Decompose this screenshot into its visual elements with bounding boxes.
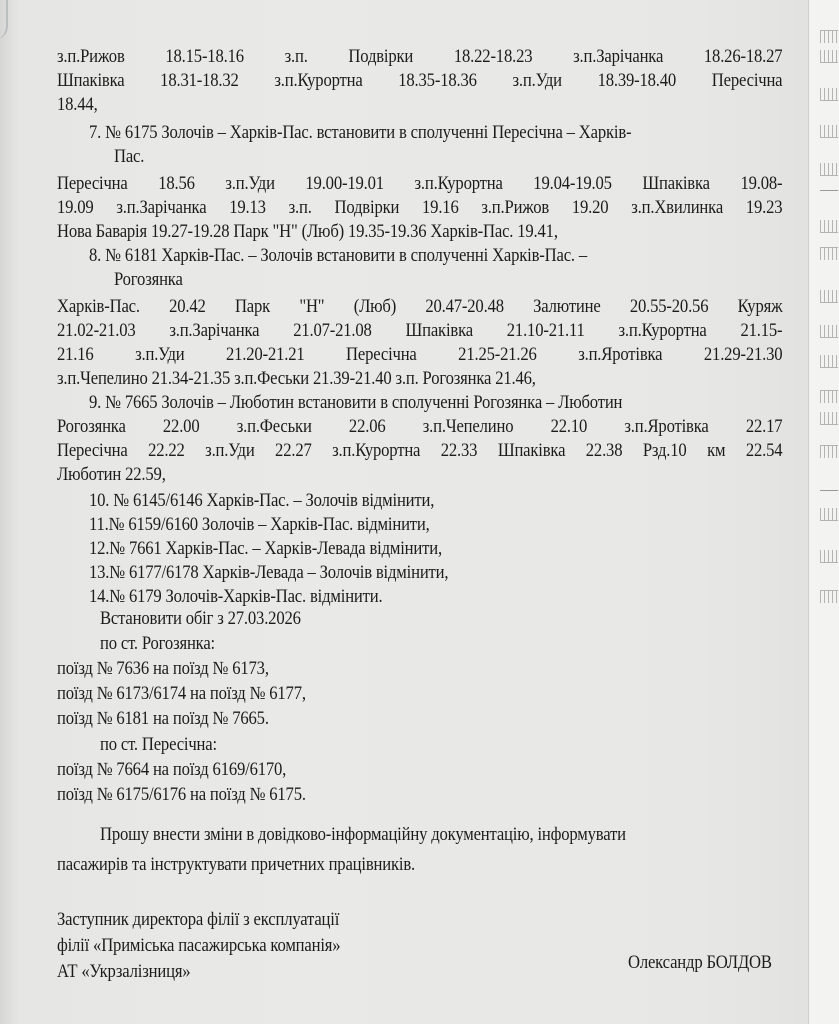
edge-mark xyxy=(820,355,838,368)
rohozianka-line-3: поїзд № 6181 на поїзд № 7665. xyxy=(57,709,269,729)
item-7-schedule-3: Нова Баварія 19.27-19.28 Парк "Н" (Люб) 19.35-19.36 Харків-Пас. 19.41, xyxy=(57,222,558,242)
cancellation-11: 11.№ 6159/6160 Золочів – Харків-Пас. відмінити, xyxy=(89,515,430,535)
item-7-number: 7. xyxy=(89,123,102,143)
edge-mark xyxy=(820,445,838,458)
item-7-header-cont: Пас. xyxy=(114,147,145,167)
edge-mark xyxy=(820,290,838,303)
item-7-schedule-1: Пересічна 18.56 з.п.Уди 19.00-19.01 з.п.Курортна 19.04-19.05 Шпаківка 19.08- xyxy=(57,174,783,194)
item-8-number: 8. xyxy=(89,246,102,266)
request-line-2: пасажирів та інструктувати причетних працівників. xyxy=(57,855,416,875)
rohozianka-line-2: поїзд № 6173/6174 на поїзд № 6177, xyxy=(57,684,306,704)
item-9-header xyxy=(89,392,742,415)
edge-mark xyxy=(820,190,838,191)
edge-mark xyxy=(820,247,838,260)
signature-title-2: філії «Приміська пасажирська компанія» xyxy=(57,936,341,956)
station-rohozianka-label: по ст. Рогозянка: xyxy=(100,634,215,654)
item-8-schedule-1: Харків-Пас. 20.42 Парк "Н" (Люб) 20.47-20.48 Залютине 20.55-20.56 Куряж xyxy=(57,297,783,317)
item-8-header xyxy=(89,245,742,268)
item-9-schedule-3: Люботин 22.59, xyxy=(57,465,166,485)
edge-mark xyxy=(820,490,838,491)
edge-mark xyxy=(820,412,838,425)
page-curl xyxy=(0,0,8,40)
edge-mark xyxy=(820,390,838,403)
peresichna-line-2: поїзд № 6175/6176 на поїзд № 6175. xyxy=(57,785,306,805)
edge-mark xyxy=(820,220,838,233)
item-8-schedule-4: з.п.Чепелино 21.34-21.35 з.п.Феськи 21.39-21.40 з.п. Рогозянка 21.46, xyxy=(57,369,536,389)
continuation-line-3: 18.44, xyxy=(57,95,98,115)
item-9-title: № 7665 Золочів – Люботин встановити в сполученні Рогозянка – Люботин xyxy=(105,393,623,413)
continuation-line-2: Шпаківка 18.31-18.32 з.п.Курортна 18.35-18.36 з.п.Уди 18.39-18.40 Пересічна xyxy=(57,71,783,91)
item-9-number: 9. xyxy=(89,393,102,413)
circulation-heading: Встановити обіг з 27.03.2026 xyxy=(100,609,301,629)
peresichna-line-1: поїзд № 7664 на поїзд 6169/6170, xyxy=(57,760,287,780)
rohozianka-line-1: поїзд № 7636 на поїзд № 6173, xyxy=(57,659,269,679)
item-7-schedule-2: 19.09 з.п.Зарічанка 19.13 з.п. Подвірки 19.16 з.п.Рижов 19.20 з.п.Хвилинка 19.23 xyxy=(57,198,783,218)
item-8-schedule-3: 21.16 з.п.Уди 21.20-21.21 Пересічна 21.25-21.26 з.п.Яротівка 21.29-21.30 xyxy=(57,345,783,365)
signature-title-3: АТ «Укрзалізниця» xyxy=(57,962,191,982)
item-8-schedule-2: 21.02-21.03 з.п.Зарічанка 21.07-21.08 Шпаківка 21.10-21.11 з.п.Курортна 21.15- xyxy=(57,321,783,341)
cancellation-10: 10. № 6145/6146 Харків-Пас. – Золочів відмінити, xyxy=(89,491,435,511)
request-line-1: Прошу внести зміни в довідково-інформаційну документацію, інформувати xyxy=(100,825,626,845)
item-8-header-cont: Рогозянка xyxy=(114,270,183,290)
item-7-header xyxy=(89,122,742,145)
signature-title-1: Заступник директора філії з експлуатації xyxy=(57,910,340,930)
cancellation-12: 12.№ 7661 Харків-Пас. – Харків-Левада відмінити, xyxy=(89,539,442,559)
item-9-schedule-1: Рогозянка 22.00 з.п.Феськи 22.06 з.п.Чепелино 22.10 з.п.Яротівка 22.17 xyxy=(57,417,783,437)
edge-mark xyxy=(820,50,838,63)
signatory-name: Олександр БОЛДОВ xyxy=(628,953,772,973)
edge-mark xyxy=(820,163,838,176)
cancellation-13: 13.№ 6177/6178 Харків-Левада – Золочів відмінити, xyxy=(89,563,449,583)
edge-mark xyxy=(820,88,838,101)
edge-mark xyxy=(820,325,838,338)
item-9-schedule-2: Пересічна 22.22 з.п.Уди 22.27 з.п.Курортна 22.33 Шпаківка 22.38 Рзд.10 км 22.54 xyxy=(57,441,783,461)
item-7-title: № 6175 Золочів – Харків-Пас. встановити в сполученні Пересічна – Харків- xyxy=(105,123,632,143)
edge-mark xyxy=(820,125,838,138)
item-8-title: № 6181 Харків-Пас. – Золочів встановити в сполученні Харків-Пас. – xyxy=(105,246,588,266)
station-peresichna-label: по ст. Пересічна: xyxy=(100,735,217,755)
edge-mark xyxy=(820,590,838,603)
cancellation-14: 14.№ 6179 Золочів-Харків-Пас. відмінити. xyxy=(89,587,383,607)
edge-mark xyxy=(820,550,838,563)
edge-mark xyxy=(820,508,838,521)
edge-mark xyxy=(820,30,838,43)
continuation-line-1: з.п.Рижов 18.15-18.16 з.п. Подвірки 18.22-18.23 з.п.Зарічанка 18.26-18.27 xyxy=(57,47,783,67)
